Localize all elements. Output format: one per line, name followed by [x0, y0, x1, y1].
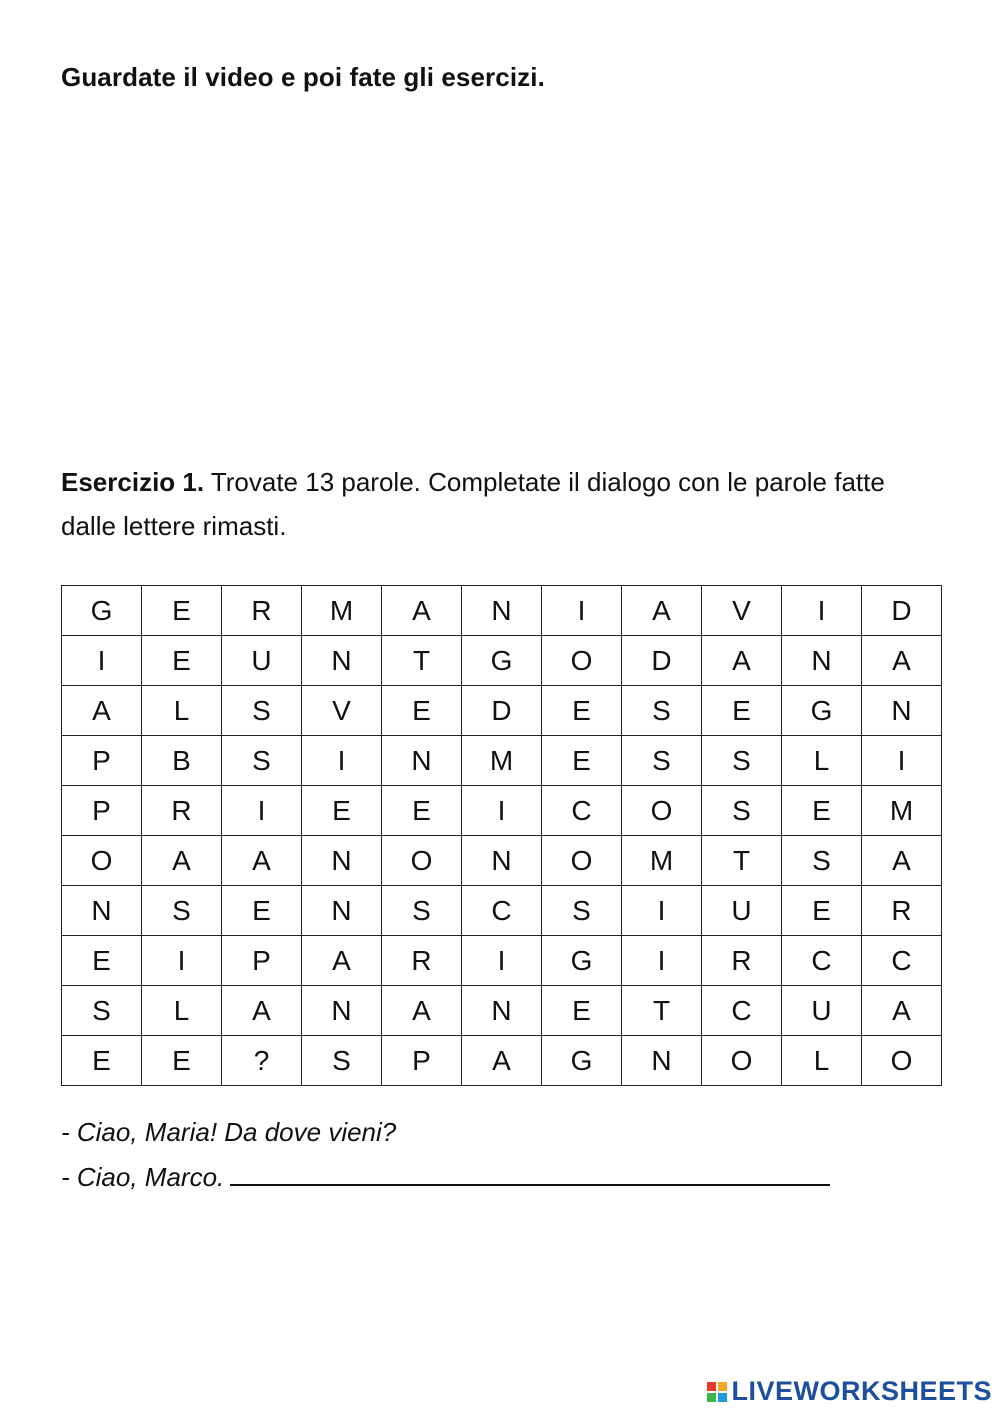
grid-cell[interactable]: A — [622, 586, 702, 636]
grid-cell[interactable]: I — [222, 786, 302, 836]
grid-cell[interactable]: R — [862, 886, 942, 936]
logo-mark-icon — [707, 1382, 727, 1402]
grid-cell[interactable]: R — [702, 936, 782, 986]
logo-square — [707, 1393, 716, 1402]
grid-cell[interactable]: S — [782, 836, 862, 886]
grid-cell[interactable]: S — [222, 736, 302, 786]
logo-square — [718, 1393, 727, 1402]
grid-cell[interactable]: N — [382, 736, 462, 786]
grid-cell[interactable]: N — [462, 586, 542, 636]
grid-row — [62, 636, 942, 686]
grid-cell[interactable]: U — [702, 886, 782, 936]
grid-row — [62, 586, 942, 636]
grid-cell[interactable]: G — [62, 586, 142, 636]
grid-cell[interactable]: C — [702, 986, 782, 1036]
grid-cell[interactable]: I — [862, 736, 942, 786]
dialogue-line-1: - Ciao, Maria! Da dove vieni? — [61, 1117, 397, 1147]
grid-cell[interactable]: E — [142, 1036, 222, 1086]
dialogue-line-2 — [61, 1154, 830, 1199]
grid-cell[interactable]: A — [62, 686, 142, 736]
grid-cell[interactable]: T — [702, 836, 782, 886]
grid-cell[interactable]: V — [302, 686, 382, 736]
grid-cell[interactable]: N — [302, 886, 382, 936]
grid-cell[interactable]: S — [142, 886, 222, 936]
grid-cell[interactable]: ? — [222, 1036, 302, 1086]
grid-cell[interactable]: A — [302, 936, 382, 986]
grid-cell[interactable]: G — [542, 936, 622, 986]
grid-cell[interactable]: O — [542, 636, 622, 686]
grid-cell[interactable]: L — [142, 686, 222, 736]
page-instruction: Guardate il video e poi fate gli esercizi. — [61, 62, 545, 92]
answer-blank[interactable] — [230, 1154, 830, 1186]
grid-cell[interactable]: I — [142, 936, 222, 986]
grid-cell[interactable]: G — [462, 636, 542, 686]
grid-cell[interactable]: E — [702, 686, 782, 736]
word-search-grid[interactable] — [61, 585, 942, 1086]
logo-text: LIVEWORKSHEETS — [731, 1376, 992, 1406]
grid-cell[interactable]: N — [302, 636, 382, 686]
grid-cell[interactable]: N — [782, 636, 862, 686]
grid-cell[interactable]: T — [622, 986, 702, 1036]
grid-row — [62, 886, 942, 936]
logo-square — [718, 1382, 727, 1391]
grid-cell[interactable]: S — [222, 686, 302, 736]
grid-cell[interactable]: C — [782, 936, 862, 986]
grid-row — [62, 836, 942, 886]
grid-row — [62, 736, 942, 786]
grid-cell[interactable]: R — [142, 786, 222, 836]
grid-cell[interactable]: R — [222, 586, 302, 636]
grid-cell[interactable]: E — [782, 886, 862, 936]
grid-row — [62, 936, 942, 986]
grid-cell[interactable]: E — [62, 936, 142, 986]
grid-cell[interactable]: L — [142, 986, 222, 1036]
grid-cell[interactable]: G — [542, 1036, 622, 1086]
grid-cell[interactable]: I — [302, 736, 382, 786]
grid-cell[interactable]: P — [222, 936, 302, 986]
exercise-label: Esercizio 1. — [61, 467, 205, 497]
grid-cell[interactable]: I — [62, 636, 142, 686]
grid-cell[interactable]: O — [62, 836, 142, 886]
dialogue — [61, 1110, 830, 1199]
grid-cell[interactable]: A — [702, 636, 782, 686]
grid-cell[interactable]: O — [862, 1036, 942, 1086]
grid-cell[interactable]: O — [382, 836, 462, 886]
grid-cell[interactable]: E — [382, 686, 462, 736]
grid-cell[interactable]: E — [142, 636, 222, 686]
grid-cell[interactable]: E — [782, 786, 862, 836]
grid-cell[interactable]: I — [462, 936, 542, 986]
grid-cell[interactable]: A — [222, 836, 302, 886]
grid-cell[interactable]: D — [622, 636, 702, 686]
grid-cell[interactable]: M — [622, 836, 702, 886]
grid-cell[interactable]: N — [302, 836, 382, 886]
grid-cell[interactable]: B — [142, 736, 222, 786]
grid-cell[interactable]: L — [782, 736, 862, 786]
grid-cell[interactable]: N — [62, 886, 142, 936]
grid-cell[interactable]: D — [862, 586, 942, 636]
grid-cell[interactable]: S — [622, 736, 702, 786]
grid-cell[interactable]: M — [462, 736, 542, 786]
grid-cell[interactable]: S — [302, 1036, 382, 1086]
grid-cell[interactable]: C — [862, 936, 942, 986]
grid-row — [62, 1036, 942, 1086]
grid-cell[interactable]: V — [702, 586, 782, 636]
grid-row — [62, 686, 942, 736]
grid-cell[interactable]: P — [62, 786, 142, 836]
grid-cell[interactable]: G — [782, 686, 862, 736]
grid-cell[interactable]: I — [542, 586, 622, 636]
grid-cell[interactable]: E — [542, 986, 622, 1036]
grid-cell[interactable]: M — [302, 586, 382, 636]
grid-cell[interactable]: N — [462, 986, 542, 1036]
grid-cell[interactable]: C — [462, 886, 542, 936]
grid-cell[interactable]: I — [462, 786, 542, 836]
grid-cell[interactable]: E — [542, 686, 622, 736]
grid-cell[interactable]: N — [862, 686, 942, 736]
grid-cell[interactable]: N — [302, 986, 382, 1036]
grid-cell[interactable]: A — [222, 986, 302, 1036]
grid-cell[interactable]: P — [62, 736, 142, 786]
grid-cell[interactable]: E — [62, 1036, 142, 1086]
grid-cell[interactable]: U — [782, 986, 862, 1036]
grid-cell[interactable]: N — [622, 1036, 702, 1086]
exercise-text: Trovate 13 parole. Completate il dialogo con le parole fatte dalle lettere rimasti. — [61, 467, 885, 541]
grid-cell[interactable]: P — [382, 1036, 462, 1086]
grid-cell[interactable]: O — [542, 836, 622, 886]
grid-cell[interactable]: E — [142, 586, 222, 636]
grid-cell[interactable]: E — [542, 736, 622, 786]
grid-cell[interactable]: L — [782, 1036, 862, 1086]
grid-cell[interactable]: A — [862, 636, 942, 686]
dialogue-line-2-text: - Ciao, Marco. — [61, 1162, 225, 1192]
liveworksheets-logo — [707, 1376, 992, 1407]
exercise-1-prompt — [61, 460, 901, 548]
grid-cell[interactable]: U — [222, 636, 302, 686]
logo-square — [707, 1382, 716, 1391]
grid-cell[interactable]: O — [702, 1036, 782, 1086]
grid-cell[interactable]: N — [462, 836, 542, 886]
grid-row — [62, 986, 942, 1036]
grid-cell[interactable]: S — [382, 886, 462, 936]
grid-cell[interactable]: S — [542, 886, 622, 936]
grid-cell[interactable]: A — [462, 1036, 542, 1086]
grid-cell[interactable]: E — [302, 786, 382, 836]
grid-cell[interactable]: I — [622, 886, 702, 936]
grid-cell[interactable]: E — [222, 886, 302, 936]
grid-cell[interactable]: C — [542, 786, 622, 836]
grid-cell[interactable]: E — [382, 786, 462, 836]
grid-cell[interactable]: M — [862, 786, 942, 836]
grid-cell[interactable]: I — [782, 586, 862, 636]
grid-cell[interactable]: A — [862, 986, 942, 1036]
grid-cell[interactable]: S — [622, 686, 702, 736]
grid-row — [62, 786, 942, 836]
grid-cell[interactable]: A — [142, 836, 222, 886]
grid-cell[interactable]: O — [622, 786, 702, 836]
grid-cell[interactable]: S — [702, 736, 782, 786]
grid-cell[interactable]: A — [862, 836, 942, 886]
grid-cell[interactable]: A — [382, 986, 462, 1036]
grid-cell[interactable]: R — [382, 936, 462, 986]
grid-cell[interactable]: I — [622, 936, 702, 986]
grid-cell[interactable]: T — [382, 636, 462, 686]
grid-cell[interactable]: D — [462, 686, 542, 736]
grid-cell[interactable]: S — [62, 986, 142, 1036]
grid-cell[interactable]: A — [382, 586, 462, 636]
grid-cell[interactable]: S — [702, 786, 782, 836]
